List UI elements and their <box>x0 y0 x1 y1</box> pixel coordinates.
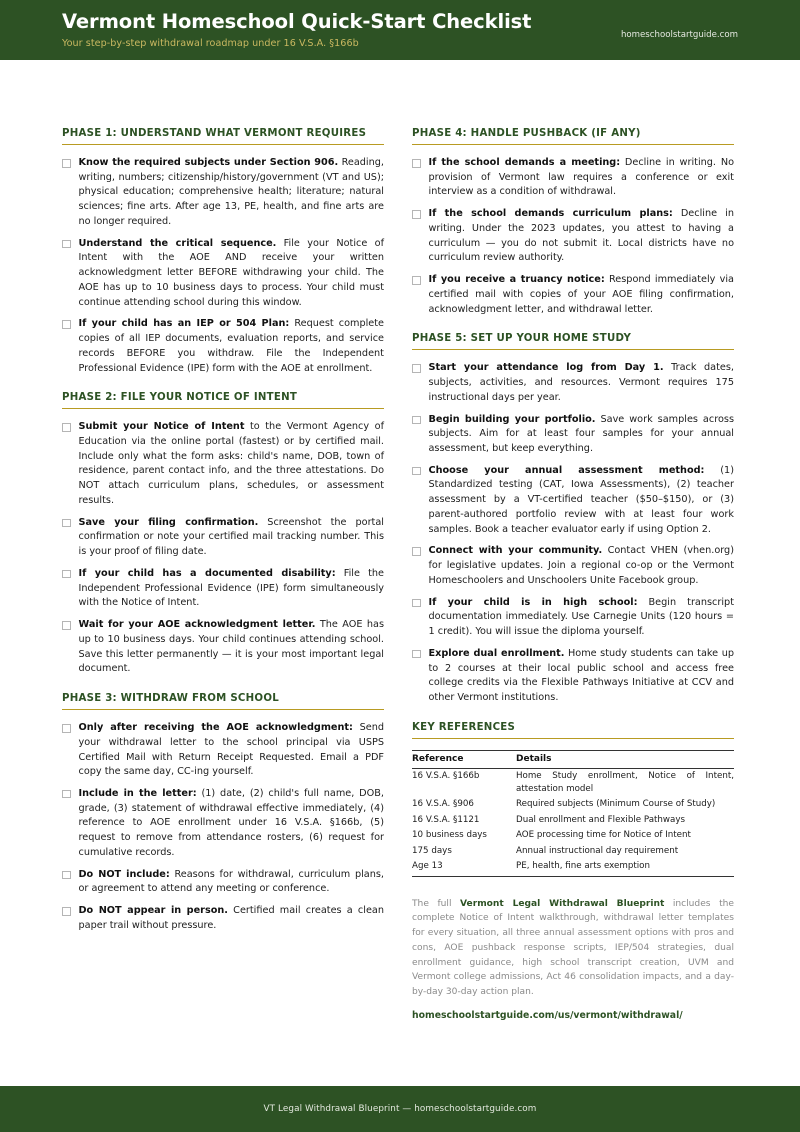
checklist-item[interactable] <box>412 156 734 200</box>
checklist-item-body: to the Vermont Agency of Education via the online portal (fastest) or by certified mail. Include only what the form asks: child's name, DOB, town of residence, parent contact info, and the three attestations. Do NOT attach curriculum plans, schedules, or assessment results. <box>78 421 384 506</box>
header-site-url: homeschoolstartguide.com <box>620 30 738 40</box>
checklist-item[interactable] <box>62 317 384 376</box>
checkbox-icon[interactable] <box>412 416 421 425</box>
checkbox-icon[interactable] <box>62 790 71 799</box>
checklist-item-text <box>429 156 735 200</box>
checkbox-icon[interactable] <box>62 724 71 733</box>
checklist-item-body: Certified mail creates a clean paper trail without pressure. <box>78 905 384 931</box>
checklist-item-lead: Understand the critical sequence. <box>78 237 277 249</box>
checklist-item-text <box>429 647 735 706</box>
reference-cell: 16 V.S.A. §1121 <box>412 814 480 825</box>
checkbox-icon[interactable] <box>412 547 421 556</box>
checklist-item-body: (1) Standardized testing (CAT, Iowa Assessments), (2) teacher assessment by a VT-certified teacher ($50–$150), or (3) parent-authored portfolio review with at least four work samples. Book a teacher evaluator early if using Option 2. <box>428 464 734 535</box>
checklist-item-text <box>79 618 385 677</box>
checklist-item-lead: Do NOT include: <box>78 868 170 880</box>
checklist-item-body: File your Notice of Intent with the AOE AND receive your written acknowledgment letter BEFORE withdrawing your child. The AOE has up to 10 business days to process. Your child must continue attending school during this window. <box>78 237 384 308</box>
table-row <box>412 797 734 813</box>
table-row <box>412 859 734 876</box>
checklist-item-lead: If you receive a truancy notice: <box>428 274 605 286</box>
table-row <box>412 812 734 828</box>
checkbox-icon[interactable] <box>62 240 71 249</box>
checklist-item-lead: If your child has a documented disability: <box>78 567 336 579</box>
checklist-item-lead: Connect with your community. <box>428 545 603 557</box>
header-title-group <box>62 11 531 48</box>
reference-cell: Age 13 <box>412 861 443 872</box>
checklist-item[interactable] <box>62 156 384 230</box>
checklist-item-body: Home study students can take up to 2 courses at their local public school and access free college credits via the Flexible Pathways Initiative at CCV and other Vermont institutions. <box>428 647 734 704</box>
checklist-item-text <box>79 516 385 560</box>
checklist-item-text <box>429 413 735 457</box>
checklist-item-body: Contact VHEN (vhen.org) for legislative updates. Join a regional co-op or the Vermont Homeschoolers and Unschoolers Unite Facebook group. <box>428 545 734 586</box>
details-cell: Annual instructional day requirement <box>516 845 679 856</box>
phase-heading: PHASE 1: UNDERSTAND WHAT VERMONT REQUIRES <box>62 128 367 139</box>
checklist-item-lead: Save your filing confirmation. <box>78 516 259 528</box>
checklist-item-lead: Wait for your AOE acknowledgment letter. <box>78 619 316 631</box>
checklist-item-lead: Do NOT appear in person. <box>78 905 228 917</box>
checklist-item-body: Request complete copies of all IEP documents, evaluation reports, and service records BEFORE you withdraw. File the Independent Professional Evidence (IPE) form with the AOE at enrollment. <box>78 318 385 374</box>
checklist-item[interactable] <box>412 596 734 640</box>
details-cell: AOE processing time for Notice of Intent <box>516 830 691 841</box>
two-column-layout <box>62 60 738 1021</box>
right-column <box>412 128 734 1021</box>
checkbox-icon[interactable] <box>62 621 71 630</box>
checklist-item-lead: Only after receiving the AOE acknowledgment: <box>78 722 353 734</box>
checklist-item[interactable] <box>62 721 384 780</box>
checklist-item-body: Track dates, subjects, activities, and resources. Vermont requires 175 instructional days per year. <box>428 362 734 403</box>
checklist-item-body: Decline in writing. No provision of Vermont law requires a conference or exit interview as a condition of withdrawal. <box>428 157 734 198</box>
checklist-item-lead: If the school demands a meeting: <box>428 157 621 168</box>
checklist-item-text <box>79 156 385 230</box>
checklist-item[interactable] <box>62 868 384 897</box>
checkbox-icon[interactable] <box>412 159 421 168</box>
reference-cell: 16 V.S.A. §166b <box>412 771 480 782</box>
checklist-item-lead: Know the required subjects under Section 906. <box>78 157 339 168</box>
details-cell: Home Study enrollment, Notice of Intent, attestation model <box>516 771 734 794</box>
sheet <box>0 60 800 1021</box>
checkbox-icon[interactable] <box>412 210 421 219</box>
checklist-item-text <box>79 317 385 376</box>
table-row <box>412 768 734 796</box>
checklist-item-body: Reading, writing, numbers; citizenship/history/government (VT and US); physical education; comprehensive health; literature; natural sciences; fine arts. After age 13, PE, health, and fine arts are no longer required. <box>78 157 384 227</box>
checklist-item-text <box>429 464 735 538</box>
checkbox-icon[interactable] <box>412 276 421 285</box>
checklist-item-body: Send your withdrawal letter to the school principal via USPS Certified Mail with Return Receipt Requested. Email a PDF copy the same day, CC-ing yourself. <box>78 722 385 778</box>
phase-divider <box>62 709 384 710</box>
checklist-item-body: Reasons for withdrawal, curriculum plans, or agreement to attend any meeting or conference. <box>78 868 384 895</box>
table-row <box>412 843 734 859</box>
checkbox-icon[interactable] <box>62 570 71 579</box>
checkbox-icon[interactable] <box>62 423 71 432</box>
checklist-item-text <box>79 868 385 897</box>
phase-block <box>62 693 384 934</box>
checklist-item[interactable] <box>412 544 734 588</box>
checklist-item-text <box>79 420 385 508</box>
promo-url-link[interactable]: homeschoolstartguide.com/us/vermont/withdrawal/ <box>412 1009 683 1021</box>
phase-divider <box>412 349 734 350</box>
checklist-item-lead: Explore dual enrollment. <box>428 647 565 659</box>
checklist-item-lead: Begin building your portfolio. <box>428 413 596 425</box>
reference-cell: 175 days <box>412 845 452 856</box>
checklist-item-body: Begin transcript documentation immediately. Use Carnegie Units (120 hours = 1 credit). You will issue the diploma yourself. <box>428 596 734 638</box>
phase-divider <box>62 408 384 409</box>
checkbox-icon[interactable] <box>412 650 421 659</box>
checklist-item-text <box>429 207 735 266</box>
checklist-item-lead: Choose your annual assessment method: <box>428 464 705 476</box>
checklist-item-text <box>79 721 385 780</box>
checklist-item[interactable] <box>412 273 734 317</box>
key-references-heading: KEY REFERENCES <box>412 721 516 733</box>
checklist-item[interactable] <box>62 904 384 933</box>
phase-heading: PHASE 3: WITHDRAW FROM SCHOOL <box>62 693 279 705</box>
checklist-item-text <box>79 904 385 933</box>
checklist-item-text <box>429 596 735 640</box>
checklist-item-text <box>429 361 735 405</box>
checklist-item[interactable] <box>62 787 384 861</box>
checklist-item-text <box>79 567 385 611</box>
checklist-item-text <box>429 273 735 317</box>
checklist-item[interactable] <box>412 361 734 405</box>
key-references-divider <box>412 738 734 739</box>
promo-product-name: Vermont Legal Withdrawal Blueprint <box>460 898 665 909</box>
phase-heading: PHASE 4: HANDLE PUSHBACK (IF ANY) <box>412 128 641 139</box>
checkbox-icon[interactable] <box>62 320 71 329</box>
checklist-item-text <box>79 787 385 861</box>
checklist-item[interactable] <box>62 567 384 611</box>
table-row <box>412 828 734 844</box>
details-cell: Dual enrollment and Flexible Pathways <box>516 814 686 825</box>
column-header-details: Details <box>516 750 734 768</box>
checklist-item-body: File the Independent Professional Evidence (IPE) form simultaneously with the Notice of Intent. <box>78 567 384 609</box>
checklist-item[interactable] <box>62 237 384 311</box>
key-references-table <box>412 750 734 877</box>
checkbox-icon[interactable] <box>62 871 71 880</box>
checkbox-icon[interactable] <box>62 159 71 168</box>
phase-block <box>62 392 384 677</box>
checklist-item-lead: Include in the letter: <box>78 787 197 799</box>
checklist-item[interactable] <box>412 413 734 457</box>
checklist-item[interactable] <box>62 420 384 508</box>
checklist-item[interactable] <box>62 618 384 677</box>
checklist-item-text <box>79 237 385 311</box>
page-subtitle: Your step-by-step withdrawal roadmap under 16 V.S.A. §166b <box>62 37 359 49</box>
checklist-item[interactable] <box>62 516 384 560</box>
checklist-item-body: (1) date, (2) child's full name, DOB, grade, (3) statement of withdrawal effective immediately, (4) reference to AOE enrollment under 16 V.S.A. §166b, (5) request to remove from attendance rosters, (6) request for cumulative records. <box>78 787 384 858</box>
phase-block <box>412 333 734 705</box>
reference-cell: 10 business days <box>412 830 487 841</box>
checklist-item-body: Save work samples across subjects. Aim for at least four samples for your annual assessment, but keep everything. <box>428 413 734 455</box>
phase-heading: PHASE 5: SET UP YOUR HOME STUDY <box>412 333 632 345</box>
checkbox-icon[interactable] <box>412 364 421 373</box>
promo-pre-text: The full <box>412 898 461 909</box>
checklist-item-body: Respond immediately via certified mail with copies of your AOE filing confirmation, acknowledgment letter, and withdrawal letter. <box>428 274 734 315</box>
checklist-item-body: The AOE has up to 10 business days. Your child continues attending school. Save this letter permanently — it is your most important legal document. <box>78 619 384 675</box>
checklist-item[interactable] <box>412 647 734 706</box>
phase-block <box>62 128 384 376</box>
checkbox-icon[interactable] <box>412 467 421 476</box>
promo-paragraph <box>412 897 734 1000</box>
page-title: Vermont Homeschool Quick-Start Checklist <box>62 10 532 34</box>
checklist-item-text <box>429 544 735 588</box>
phase-divider <box>412 144 734 145</box>
checklist-item-lead: Submit your Notice of Intent <box>78 421 245 433</box>
checklist-item-body: Decline in writing. Under the 2023 updates, you attest to having a curriculum — you do not submit it. Local districts have no curriculum review authority. <box>428 208 734 264</box>
checkbox-icon[interactable] <box>412 599 421 608</box>
checklist-item-body: Screenshot the portal confirmation or note your certified mail tracking number. This is your proof of filing date. <box>78 516 384 558</box>
checkbox-icon[interactable] <box>62 907 71 916</box>
promo-post-text: includes the complete Notice of Intent walkthrough, withdrawal letter templates for every situation, all three annual assessment options with pros and cons, AOE pushback response scripts, IEP/504 strategies, dual enrollment guidance, high school transcript creation, UVM and Vermont college admissions, Act 46 consolidation impacts, and a day-by-day 30-day action plan. <box>412 898 735 998</box>
table-header-row <box>412 750 734 768</box>
column-header-reference: Reference <box>412 750 516 768</box>
page-footer <box>0 1086 800 1132</box>
checklist-item[interactable] <box>412 464 734 538</box>
checklist-item-lead: Start your attendance log from Day 1. <box>428 362 664 374</box>
checklist-item[interactable] <box>412 207 734 266</box>
reference-cell: 16 V.S.A. §906 <box>412 799 474 810</box>
phase-divider <box>62 144 384 145</box>
phase-heading: PHASE 2: FILE YOUR NOTICE OF INTENT <box>62 392 298 404</box>
checkbox-icon[interactable] <box>62 519 71 528</box>
phase-block <box>412 128 734 317</box>
checklist-item-lead: If the school demands curriculum plans: <box>428 208 673 220</box>
checklist-item-lead: If your child has an IEP or 504 Plan: <box>78 318 290 330</box>
details-cell: PE, health, fine arts exemption <box>516 861 650 872</box>
left-column <box>62 128 384 1021</box>
footer-text: VT Legal Withdrawal Blueprint — homeschoolstartguide.com <box>263 1104 537 1114</box>
details-cell: Required subjects (Minimum Course of Study) <box>516 799 716 810</box>
page-header <box>0 0 800 60</box>
checklist-item-lead: If your child is in high school: <box>428 596 638 608</box>
